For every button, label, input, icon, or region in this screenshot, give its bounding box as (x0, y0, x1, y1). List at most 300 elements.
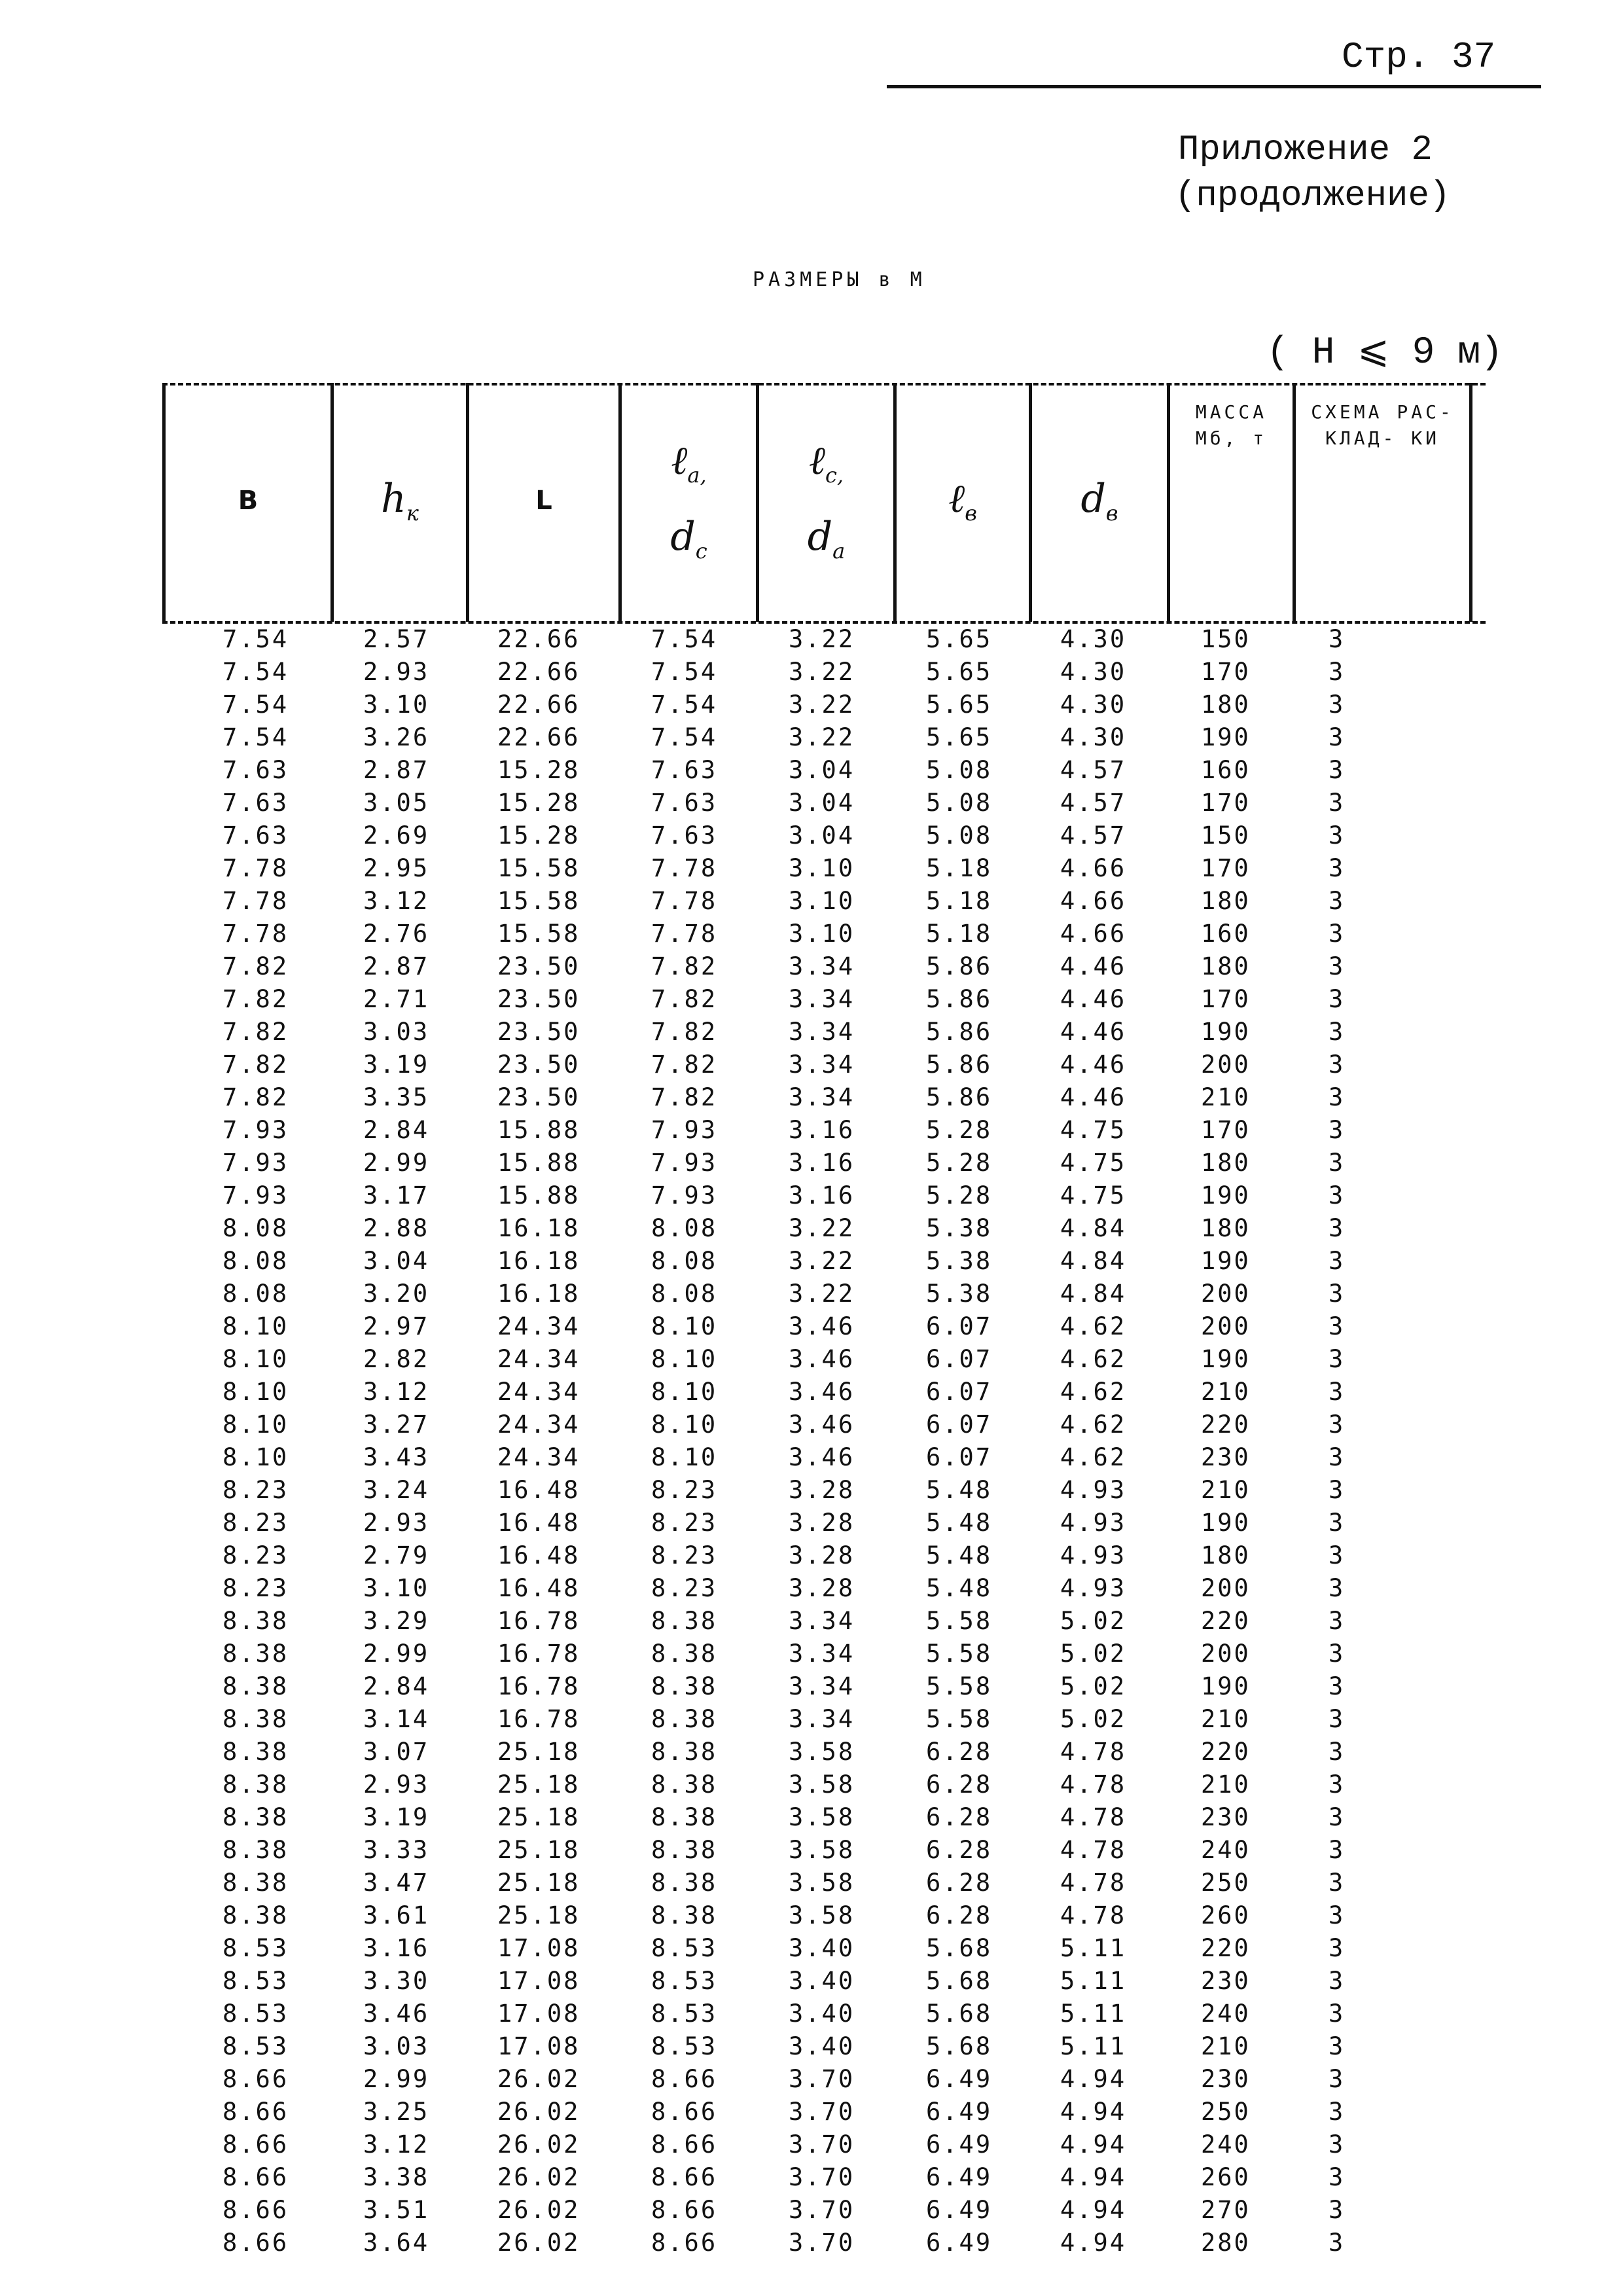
cell-lc-da: 3.16 (789, 1149, 855, 1177)
cell-b: 7.78 (223, 854, 289, 882)
cell-b: 8.23 (223, 1541, 289, 1570)
cell-la-dc: 8.66 (651, 2130, 718, 2159)
header-hk-label: $h_к$ (381, 476, 419, 526)
cell-b: 8.38 (223, 1705, 289, 1733)
cell-b: 8.66 (223, 2065, 289, 2093)
cell-b: 8.66 (223, 2229, 289, 2257)
cell-lb: 5.18 (926, 887, 993, 915)
cell-la-dc: 7.82 (651, 985, 718, 1013)
cell-hk: 3.10 (363, 691, 430, 719)
appendix-subtitle: (продолжение) (1175, 176, 1451, 216)
cell-mass: 190 (1201, 723, 1251, 751)
cell-db: 4.93 (1060, 1476, 1127, 1504)
cell-hk: 3.14 (363, 1705, 430, 1733)
cell-scheme: 3 (1329, 854, 1346, 882)
cell-lb: 6.49 (926, 2098, 993, 2126)
cell-la-dc: 8.38 (651, 1836, 718, 1864)
cell-b: 7.78 (223, 887, 289, 915)
cell-lb: 5.58 (926, 1672, 993, 1700)
cell-b: 8.08 (223, 1214, 289, 1242)
table-row (0, 1869, 1623, 1901)
cell-la-dc: 7.82 (651, 1050, 718, 1079)
cell-b: 8.38 (223, 1640, 289, 1668)
cell-db: 4.78 (1060, 1901, 1127, 1929)
cell-lc-da: 3.04 (789, 789, 855, 817)
cell-lb: 5.08 (926, 756, 993, 784)
cell-b: 8.38 (223, 1672, 289, 1700)
cell-db: 4.93 (1060, 1574, 1127, 1602)
cell-l: 15.88 (497, 1181, 580, 1210)
cell-lb: 6.28 (926, 1869, 993, 1897)
cell-lb: 6.28 (926, 1836, 993, 1864)
cell-mass: 210 (1201, 1705, 1251, 1733)
cell-lb: 6.49 (926, 2163, 993, 2191)
cell-l: 22.66 (497, 625, 580, 653)
cell-scheme: 3 (1329, 789, 1346, 817)
cell-scheme: 3 (1329, 1934, 1346, 1962)
table-row (0, 1541, 1623, 1574)
cell-scheme: 3 (1329, 2098, 1346, 2126)
header-la-dc (622, 393, 756, 609)
cell-b: 8.38 (223, 1803, 289, 1831)
cell-hk: 3.35 (363, 1083, 430, 1111)
cell-la-dc: 7.82 (651, 1083, 718, 1111)
cell-b: 8.66 (223, 2098, 289, 2126)
cell-mass: 250 (1201, 1869, 1251, 1897)
cell-la-dc: 8.23 (651, 1509, 718, 1537)
cell-la-dc: 8.66 (651, 2229, 718, 2257)
cell-lc-da: 3.46 (789, 1443, 855, 1471)
cell-lb: 5.48 (926, 1541, 993, 1570)
header-dc-label: $d_c$ (670, 514, 707, 564)
cell-la-dc: 8.38 (651, 1901, 718, 1929)
cell-db: 4.62 (1060, 1378, 1127, 1406)
cell-scheme: 3 (1329, 658, 1346, 686)
cell-hk: 3.24 (363, 1476, 430, 1504)
table-row (0, 2196, 1623, 2229)
cell-mass: 170 (1201, 1116, 1251, 1144)
cell-mass: 200 (1201, 1050, 1251, 1079)
cell-db: 5.02 (1060, 1672, 1127, 1700)
table-row (0, 2130, 1623, 2163)
cell-scheme: 3 (1329, 1116, 1346, 1144)
cell-l: 25.18 (497, 1770, 580, 1799)
cell-scheme: 3 (1329, 2163, 1346, 2191)
cell-la-dc: 8.10 (651, 1443, 718, 1471)
cell-scheme: 3 (1329, 1705, 1346, 1733)
cell-mass: 190 (1201, 1672, 1251, 1700)
cell-lc-da: 3.40 (789, 2032, 855, 2060)
cell-la-dc: 8.10 (651, 1312, 718, 1340)
cell-l: 17.08 (497, 2032, 580, 2060)
header-mass: МАССА Мб, т (1195, 401, 1268, 449)
header-lb (897, 393, 1029, 609)
cell-db: 4.62 (1060, 1410, 1127, 1439)
table-row (0, 1738, 1623, 1770)
cell-hk: 3.12 (363, 2130, 430, 2159)
cell-lb: 6.07 (926, 1443, 993, 1471)
cell-b: 8.66 (223, 2196, 289, 2224)
cell-lb: 5.18 (926, 854, 993, 882)
cell-la-dc: 7.78 (651, 854, 718, 882)
cell-db: 4.30 (1060, 723, 1127, 751)
cell-scheme: 3 (1329, 2196, 1346, 2224)
cell-hk: 2.95 (363, 854, 430, 882)
cell-mass: 260 (1201, 1901, 1251, 1929)
cell-la-dc: 7.54 (651, 691, 718, 719)
cell-db: 5.02 (1060, 1640, 1127, 1668)
cell-la-dc: 8.38 (651, 1705, 718, 1733)
table-row (0, 1181, 1623, 1214)
cell-lc-da: 3.58 (789, 1836, 855, 1864)
cell-lb: 5.65 (926, 658, 993, 686)
cell-b: 7.63 (223, 789, 289, 817)
cell-lb: 5.65 (926, 625, 993, 653)
cell-mass: 190 (1201, 1345, 1251, 1373)
cell-la-dc: 7.82 (651, 952, 718, 980)
cell-la-dc: 7.63 (651, 756, 718, 784)
cell-lb: 6.28 (926, 1901, 993, 1929)
cell-la-dc: 8.38 (651, 1869, 718, 1897)
cell-la-dc: 8.10 (651, 1410, 718, 1439)
cell-l: 16.48 (497, 1476, 580, 1504)
cell-b: 7.93 (223, 1181, 289, 1210)
cell-b: 8.38 (223, 1770, 289, 1799)
cell-mass: 210 (1201, 1083, 1251, 1111)
cell-lc-da: 3.16 (789, 1181, 855, 1210)
cell-l: 16.18 (497, 1247, 580, 1275)
cell-db: 4.75 (1060, 1181, 1127, 1210)
cell-lc-da: 3.28 (789, 1574, 855, 1602)
cell-lb: 5.86 (926, 1018, 993, 1046)
cell-mass: 220 (1201, 1410, 1251, 1439)
cell-l: 23.50 (497, 1018, 580, 1046)
cell-b: 8.53 (223, 2000, 289, 2028)
cell-lc-da: 3.34 (789, 952, 855, 980)
cell-hk: 2.84 (363, 1116, 430, 1144)
cell-la-dc: 7.63 (651, 789, 718, 817)
cell-scheme: 3 (1329, 1738, 1346, 1766)
cell-b: 8.08 (223, 1280, 289, 1308)
cell-mass: 230 (1201, 1443, 1251, 1471)
cell-mass: 190 (1201, 1018, 1251, 1046)
cell-l: 22.66 (497, 723, 580, 751)
header-lc-label: ℓ$_{c,}$ (808, 438, 844, 488)
cell-lb: 5.48 (926, 1476, 993, 1504)
cell-la-dc: 8.08 (651, 1247, 718, 1275)
cell-la-dc: 7.93 (651, 1149, 718, 1177)
cell-mass: 180 (1201, 1149, 1251, 1177)
cell-lc-da: 3.70 (789, 2196, 855, 2224)
cell-l: 17.08 (497, 1934, 580, 1962)
cell-b: 8.66 (223, 2163, 289, 2191)
table-row (0, 1149, 1623, 1181)
cell-la-dc: 8.23 (651, 1541, 718, 1570)
cell-l: 16.48 (497, 1509, 580, 1537)
cell-l: 16.78 (497, 1640, 580, 1668)
table-row (0, 1803, 1623, 1836)
cell-l: 25.18 (497, 1738, 580, 1766)
cell-scheme: 3 (1329, 985, 1346, 1013)
cell-mass: 230 (1201, 2065, 1251, 2093)
cell-db: 4.62 (1060, 1312, 1127, 1340)
cell-la-dc: 8.38 (651, 1803, 718, 1831)
cell-lc-da: 3.16 (789, 1116, 855, 1144)
cell-db: 4.66 (1060, 887, 1127, 915)
cell-hk: 3.03 (363, 1018, 430, 1046)
cell-db: 4.93 (1060, 1541, 1127, 1570)
cell-db: 4.30 (1060, 691, 1127, 719)
cell-lb: 5.58 (926, 1607, 993, 1635)
cell-b: 8.53 (223, 1967, 289, 1995)
cell-db: 4.46 (1060, 1050, 1127, 1079)
cell-scheme: 3 (1329, 2130, 1346, 2159)
cell-lc-da: 3.34 (789, 1018, 855, 1046)
cell-l: 26.02 (497, 2229, 580, 2257)
cell-mass: 150 (1201, 821, 1251, 850)
cell-la-dc: 8.53 (651, 2000, 718, 2028)
cell-hk: 3.04 (363, 1247, 430, 1275)
cell-b: 8.10 (223, 1410, 289, 1439)
cell-lc-da: 3.70 (789, 2065, 855, 2093)
cell-mass: 180 (1201, 1541, 1251, 1570)
cell-lb: 5.28 (926, 1181, 993, 1210)
cell-scheme: 3 (1329, 2032, 1346, 2060)
cell-b: 8.53 (223, 1934, 289, 1962)
header-hk (334, 393, 466, 609)
cell-lb: 5.28 (926, 1149, 993, 1177)
cell-mass: 160 (1201, 756, 1251, 784)
cell-db: 4.62 (1060, 1443, 1127, 1471)
cell-hk: 2.99 (363, 1640, 430, 1668)
cell-db: 4.57 (1060, 789, 1127, 817)
cell-b: 8.10 (223, 1378, 289, 1406)
table-row (0, 2065, 1623, 2098)
cell-lb: 6.07 (926, 1345, 993, 1373)
cell-l: 16.18 (497, 1214, 580, 1242)
cell-lb: 6.07 (926, 1378, 993, 1406)
cell-la-dc: 7.78 (651, 887, 718, 915)
cell-l: 15.58 (497, 920, 580, 948)
cell-l: 22.66 (497, 691, 580, 719)
cell-b: 7.54 (223, 691, 289, 719)
cell-hk: 3.61 (363, 1901, 430, 1929)
cell-scheme: 3 (1329, 2000, 1346, 2028)
cell-lc-da: 3.22 (789, 723, 855, 751)
cell-scheme: 3 (1329, 1574, 1346, 1602)
cell-scheme: 3 (1329, 1378, 1346, 1406)
cell-db: 5.02 (1060, 1607, 1127, 1635)
cell-hk: 3.46 (363, 2000, 430, 2028)
cell-l: 24.34 (497, 1312, 580, 1340)
cell-mass: 160 (1201, 920, 1251, 948)
header-da-label: $d_a$ (807, 514, 846, 564)
cell-scheme: 3 (1329, 1640, 1346, 1668)
cell-mass: 220 (1201, 1934, 1251, 1962)
cell-lb: 6.49 (926, 2229, 993, 2257)
cell-lc-da: 3.22 (789, 691, 855, 719)
cell-hk: 2.76 (363, 920, 430, 948)
cell-db: 4.94 (1060, 2098, 1127, 2126)
cell-scheme: 3 (1329, 1214, 1346, 1242)
cell-b: 8.66 (223, 2130, 289, 2159)
cell-scheme: 3 (1329, 625, 1346, 653)
cell-la-dc: 8.08 (651, 1214, 718, 1242)
cell-hk: 2.99 (363, 1149, 430, 1177)
cell-scheme: 3 (1329, 691, 1346, 719)
cell-hk: 2.71 (363, 985, 430, 1013)
cell-mass: 190 (1201, 1181, 1251, 1210)
cell-lb: 5.65 (926, 723, 993, 751)
table-row (0, 1509, 1623, 1541)
cell-lc-da: 3.70 (789, 2098, 855, 2126)
cell-lb: 5.38 (926, 1214, 993, 1242)
cell-l: 16.48 (497, 1541, 580, 1570)
cell-lc-da: 3.70 (789, 2130, 855, 2159)
header-lb-label: ℓ$_в$ (948, 476, 977, 526)
table-row (0, 1116, 1623, 1149)
table-row (0, 1901, 1623, 1934)
cell-la-dc: 8.38 (651, 1672, 718, 1700)
cell-lc-da: 3.34 (789, 1050, 855, 1079)
cell-hk: 3.64 (363, 2229, 430, 2257)
cell-db: 4.46 (1060, 952, 1127, 980)
cell-hk: 2.69 (363, 821, 430, 850)
cell-scheme: 3 (1329, 1312, 1346, 1340)
cell-lb: 5.48 (926, 1574, 993, 1602)
cell-mass: 210 (1201, 1476, 1251, 1504)
cell-b: 7.54 (223, 723, 289, 751)
cell-l: 16.18 (497, 1280, 580, 1308)
table-row (0, 1770, 1623, 1803)
table-row (0, 1312, 1623, 1345)
height-condition: ( Н ⩽ 9 м) (1266, 332, 1503, 374)
cell-lb: 5.38 (926, 1247, 993, 1275)
table-row (0, 1280, 1623, 1312)
cell-la-dc: 7.93 (651, 1116, 718, 1144)
cell-la-dc: 7.54 (651, 723, 718, 751)
table-row (0, 2032, 1623, 2065)
cell-hk: 3.26 (363, 723, 430, 751)
cell-hk: 3.25 (363, 2098, 430, 2126)
cell-la-dc: 8.66 (651, 2196, 718, 2224)
cell-mass: 200 (1201, 1574, 1251, 1602)
cell-lc-da: 3.58 (789, 1770, 855, 1799)
cell-b: 7.78 (223, 920, 289, 948)
header-b: В (238, 486, 259, 516)
cell-b: 8.10 (223, 1443, 289, 1471)
table-row (0, 2163, 1623, 2196)
table-row (0, 1378, 1623, 1410)
cell-mass: 150 (1201, 625, 1251, 653)
cell-lc-da: 3.04 (789, 756, 855, 784)
cell-db: 4.66 (1060, 920, 1127, 948)
cell-b: 8.10 (223, 1345, 289, 1373)
cell-lb: 5.38 (926, 1280, 993, 1308)
table-row (0, 821, 1623, 854)
cell-db: 4.84 (1060, 1280, 1127, 1308)
cell-scheme: 3 (1329, 952, 1346, 980)
cell-lc-da: 3.70 (789, 2229, 855, 2257)
cell-lc-da: 3.34 (789, 985, 855, 1013)
appendix-heading (1175, 128, 1451, 219)
cell-hk: 3.16 (363, 1934, 430, 1962)
table-row (0, 1607, 1623, 1640)
cell-l: 25.18 (497, 1836, 580, 1864)
cell-la-dc: 8.66 (651, 2098, 718, 2126)
cell-db: 4.78 (1060, 1869, 1127, 1897)
cell-lc-da: 3.10 (789, 920, 855, 948)
table-row (0, 887, 1623, 920)
cell-la-dc: 8.10 (651, 1378, 718, 1406)
cell-hk: 2.93 (363, 1509, 430, 1537)
cell-hk: 3.12 (363, 1378, 430, 1406)
cell-la-dc: 8.38 (651, 1738, 718, 1766)
cell-hk: 2.97 (363, 1312, 430, 1340)
cell-hk: 3.12 (363, 887, 430, 915)
cell-la-dc: 8.53 (651, 1934, 718, 1962)
cell-scheme: 3 (1329, 1410, 1346, 1439)
cell-mass: 210 (1201, 1770, 1251, 1799)
table-row (0, 1345, 1623, 1378)
cell-db: 4.94 (1060, 2229, 1127, 2257)
cell-la-dc: 8.38 (651, 1770, 718, 1799)
cell-db: 4.78 (1060, 1836, 1127, 1864)
cell-lb: 6.49 (926, 2065, 993, 2093)
cell-mass: 240 (1201, 2000, 1251, 2028)
cell-db: 5.11 (1060, 2000, 1127, 2028)
cell-scheme: 3 (1329, 2065, 1346, 2093)
cell-lc-da: 3.22 (789, 1214, 855, 1242)
cell-b: 8.23 (223, 1574, 289, 1602)
table-row (0, 691, 1623, 723)
cell-hk: 2.93 (363, 1770, 430, 1799)
cell-db: 4.75 (1060, 1116, 1127, 1144)
cell-lb: 5.86 (926, 985, 993, 1013)
cell-mass: 230 (1201, 1967, 1251, 1995)
cell-mass: 180 (1201, 691, 1251, 719)
cell-db: 4.78 (1060, 1803, 1127, 1831)
cell-db: 4.78 (1060, 1738, 1127, 1766)
cell-scheme: 3 (1329, 1541, 1346, 1570)
cell-db: 4.78 (1060, 1770, 1127, 1799)
cell-lc-da: 3.28 (789, 1541, 855, 1570)
cell-la-dc: 8.23 (651, 1476, 718, 1504)
cell-lc-da: 3.10 (789, 854, 855, 882)
cell-hk: 3.05 (363, 789, 430, 817)
table-row (0, 2000, 1623, 2032)
cell-db: 4.94 (1060, 2130, 1127, 2159)
cell-hk: 3.27 (363, 1410, 430, 1439)
cell-scheme: 3 (1329, 1050, 1346, 1079)
cell-l: 17.08 (497, 1967, 580, 1995)
cell-hk: 3.29 (363, 1607, 430, 1635)
cell-hk: 3.17 (363, 1181, 430, 1210)
cell-mass: 220 (1201, 1738, 1251, 1766)
cell-scheme: 3 (1329, 1607, 1346, 1635)
cell-db: 4.30 (1060, 658, 1127, 686)
cell-lc-da: 3.40 (789, 2000, 855, 2028)
table-row (0, 1640, 1623, 1672)
cell-mass: 190 (1201, 1509, 1251, 1537)
cell-hk: 2.87 (363, 756, 430, 784)
cell-b: 8.10 (223, 1312, 289, 1340)
cell-lc-da: 3.46 (789, 1410, 855, 1439)
cell-lc-da: 3.34 (789, 1083, 855, 1111)
table-row (0, 1476, 1623, 1509)
cell-hk: 2.87 (363, 952, 430, 980)
cell-scheme: 3 (1329, 1280, 1346, 1308)
